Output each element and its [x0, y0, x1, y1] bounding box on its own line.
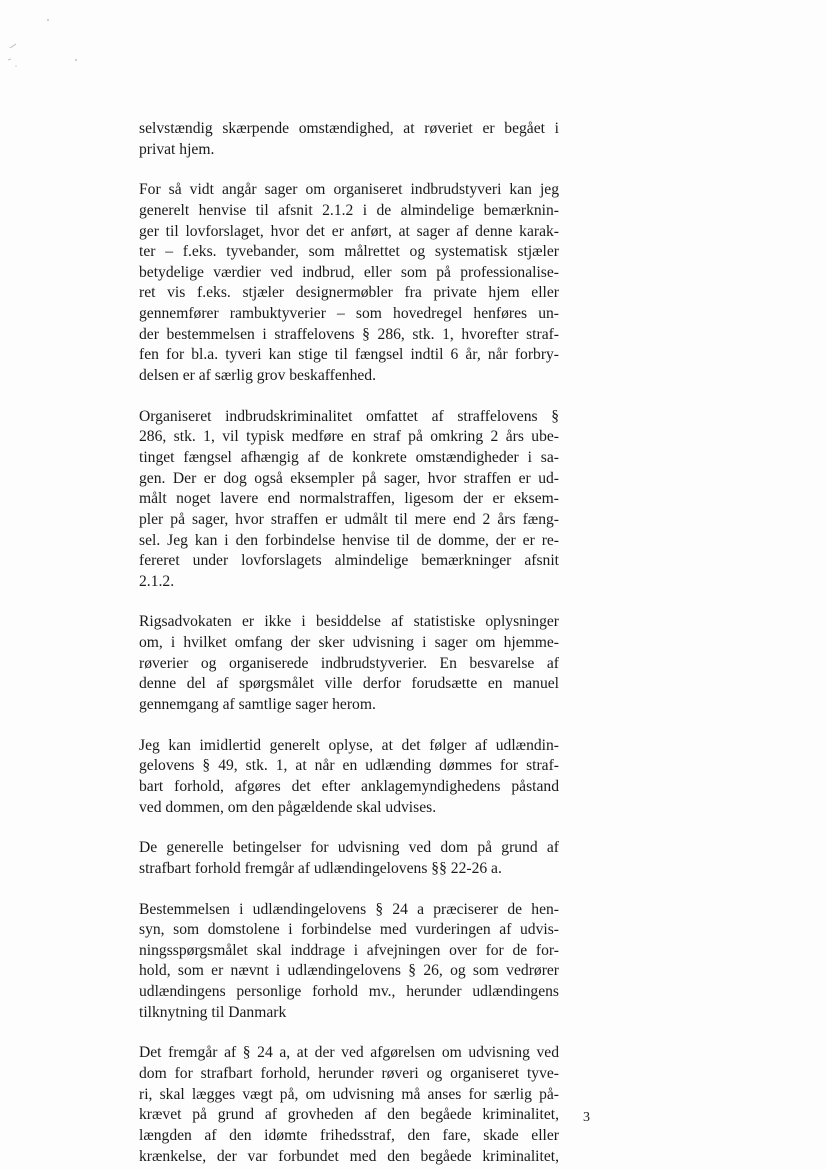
paragraph-1 — [139, 119, 559, 160]
text-line: syn, som domstolene i forbindelse med vurderingen af udvis- — [139, 921, 559, 939]
text-line: fen for bl.a. tyveri kan stige til fængsel indtil 6 år, når forbry- — [139, 346, 559, 364]
body-text — [139, 119, 559, 1167]
paragraph-2 — [139, 180, 559, 386]
text-line: gen. Der er dog også eksempler på sager, hvor straffen er ud- — [139, 469, 559, 487]
text-line: gennemgang af samtlige sager herom. — [139, 696, 376, 714]
text-line: ningsspørgsmålet skal inddrage i afvejningen over for de for- — [139, 941, 559, 959]
text-line: sel. Jeg kan i den forbindelse henvise til de domme, der er re- — [139, 531, 559, 549]
text-line: gennemfører rambuktyverier – som hovedregel henføres un- — [139, 305, 559, 323]
text-line: Jeg kan imidlertid generelt oplyse, at det følger af udlændin- — [139, 736, 559, 754]
text-line: Organiseret indbrudskriminalitet omfattet af straffelovens § — [139, 407, 559, 425]
text-line: tinget fængsel afhængig af de konkrete omstændigheder i sa- — [139, 448, 559, 466]
text-line: For så vidt angår sager om organiseret indbrudstyveri kan jeg — [139, 181, 559, 199]
text-line: ret vis f.eks. stjæler designermøbler fra private hjem eller — [139, 284, 559, 302]
text-line: Det fremgår af § 24 a, at der ved afgørelsen om udvisning ved — [139, 1044, 559, 1062]
text-line: generelt henvise til afsnit 2.1.2 i de almindelige bemærknin- — [139, 201, 559, 219]
text-line: røverier og organiserede indbrudstyverier. En besvarelse af — [139, 654, 559, 672]
paragraph-6 — [139, 838, 559, 879]
text-line: delsen er af særlig grov beskaffenhed. — [139, 367, 377, 385]
paragraph-5 — [139, 736, 559, 819]
text-line: udlændingens personlige forhold mv., herunder udlændingens — [139, 983, 559, 1001]
paragraph-7 — [139, 900, 559, 1024]
text-line: pler på sager, hvor straffen er udmålt til mere end 2 års fæng- — [139, 510, 559, 528]
text-line: Bestemmelsen i udlændingelovens § 24 a præciserer de hen- — [139, 900, 559, 918]
text-line: 286, stk. 1, vil typisk medføre en straf på omkring 2 års ube- — [139, 428, 559, 446]
text-line: krævet på grund af grovheden af den begåede kriminalitet, — [139, 1106, 559, 1124]
page-number: 3 — [583, 1110, 590, 1125]
text-line: målt noget lavere end normalstraffen, ligesom der er eksem- — [139, 490, 559, 508]
text-line: krænkelse, der var forbundet med den begåede kriminalitet, — [139, 1147, 559, 1165]
text-line: ter – f.eks. tyvebander, som målrettet og systematisk stjæler — [139, 243, 559, 261]
text-line: strafbart forhold fremgår af udlændingelovens §§ 22-26 a. — [139, 859, 502, 877]
text-line: denne del af spørgsmålet ville derfor forudsætte en manuel — [139, 675, 559, 693]
text-line: ri, skal lægges vægt på, om udvisning må anses for særlig på- — [139, 1085, 559, 1103]
text-line: om, i hvilket omfang der sker udvisning i sager om hjemme- — [139, 634, 559, 652]
text-line: Rigsadvokaten er ikke i besiddelse af statistiske oplysninger — [139, 613, 559, 631]
scan-specks — [0, 0, 120, 90]
text-line: dom for strafbart forhold, herunder røveri og organiseret tyve- — [139, 1064, 559, 1082]
text-line: 2.1.2. — [139, 572, 175, 590]
text-line: fereret under lovforslagets almindelige bemærkninger afsnit — [139, 552, 559, 570]
text-line: længden af den idømte frihedsstraf, den fare, skade eller — [139, 1126, 559, 1144]
text-line: gelovens § 49, stk. 1, at når en udlænding dømmes for straf- — [139, 757, 559, 775]
text-line: bart forhold, afgøres det efter anklagemyndighedens påstand — [139, 777, 559, 795]
paragraph-4 — [139, 612, 559, 715]
text-line: ved dommen, om den pågældende skal udvises. — [139, 798, 437, 816]
text-line: selvstændig skærpende omstændighed, at røveriet er begået i — [139, 120, 559, 137]
paragraph-8 — [139, 1043, 559, 1167]
text-line: tilknytning til Danmark — [139, 1003, 287, 1021]
paragraph-3 — [139, 407, 559, 593]
text-line: privat hjem. — [139, 140, 215, 158]
text-line: der bestemmelsen i straffelovens § 286, stk. 1, hvorefter straf- — [139, 325, 559, 343]
text-line: betydelige værdier ved indbrud, eller som på professionalise- — [139, 263, 559, 281]
text-line: De generelle betingelser for udvisning ved dom på grund af — [139, 839, 559, 857]
text-line: hold, som er nævnt i udlændingelovens § 26, og som vedrører — [139, 962, 559, 980]
text-line: ger til lovforslaget, hvor det er anført, at sager af denne karak- — [139, 222, 559, 240]
